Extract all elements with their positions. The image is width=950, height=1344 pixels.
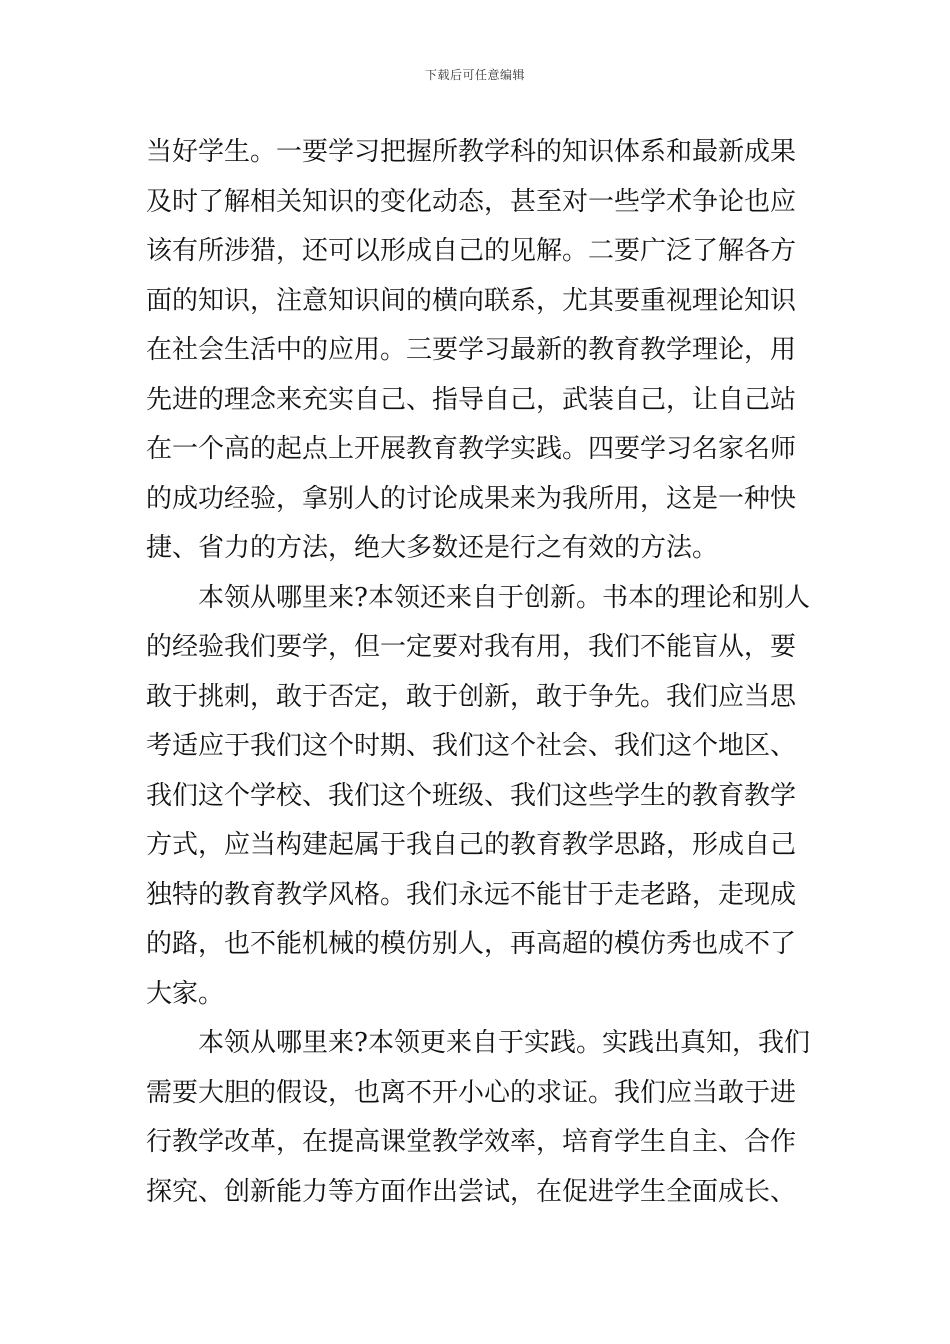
text-line: 在一个高的起点上开展教育教学实践。四要学习名家名师 xyxy=(146,434,797,464)
text-line: 的路，也不能机械的模仿别人，再高超的模仿秀也成不了 xyxy=(146,929,797,959)
page-header: 下载后可任意编辑 xyxy=(424,68,525,82)
paragraph xyxy=(146,1019,816,1217)
text-line: 考适应于我们这个时期、我们这个社会、我们这个地区、 xyxy=(146,731,797,761)
text-line: 本领从哪里来?本领还来自于创新。书本的理论和别人 xyxy=(198,582,810,613)
text-line: 方式，应当构建起属于我自己的教育教学思路，形成自己 xyxy=(146,830,797,860)
text-line: 探究、创新能力等方面作出尝试，在促进学生全面成长、 xyxy=(146,1176,797,1207)
text-line: 的成功经验，拿别人的讨论成果来为我所用，这是一种快 xyxy=(146,483,797,514)
text-line: 大家。 xyxy=(146,978,225,1009)
text-line: 当好学生。一要学习把握所教学科的知识体系和最新成果 xyxy=(146,137,797,167)
document-body xyxy=(146,128,816,1217)
paragraph xyxy=(146,574,816,1020)
text-line: 捷、省力的方法，绝大多数还是行之有效的方法。 xyxy=(146,533,719,563)
text-line: 需要大胆的假设，也离不开小心的求证。我们应当敢于进 xyxy=(146,1077,797,1108)
text-line: 及时了解相关知识的变化动态，甚至对一些学术争论也应 xyxy=(146,186,797,217)
text-line: 该有所涉猎，还可以形成自己的见解。二要广泛了解各方 xyxy=(146,236,797,266)
text-line: 敢于挑刺，敢于否定，敢于创新，敢于争先。我们应当思 xyxy=(146,681,797,712)
text-line: 先进的理念来充实自己、指导自己，武装自己，让自己站 xyxy=(146,384,797,415)
text-line: 的经验我们要学，但一定要对我有用，我们不能盲从，要 xyxy=(146,632,797,662)
text-line: 行教学改革，在提高课堂教学效率，培育学生自主、合作 xyxy=(146,1127,797,1157)
text-line: 在社会生活中的应用。三要学习最新的教育教学理论，用 xyxy=(146,335,797,365)
text-line: 本领从哪里来?本领更来自于实践。实践出真知，我们 xyxy=(198,1028,810,1058)
text-line: 面的知识，注意知识间的横向联系，尤其要重视理论知识 xyxy=(146,285,797,316)
paragraph xyxy=(146,128,816,574)
text-line: 独特的教育教学风格。我们永远不能甘于走老路，走现成 xyxy=(146,879,797,910)
text-line: 我们这个学校、我们这个班级、我们这些学生的教育教学 xyxy=(146,780,797,811)
